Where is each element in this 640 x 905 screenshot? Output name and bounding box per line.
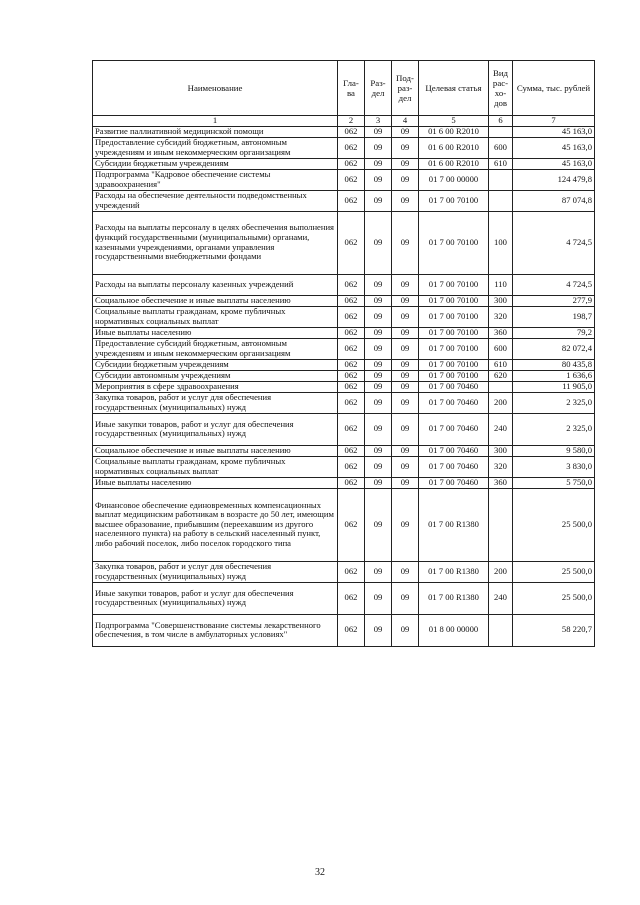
row-expense: 610 — [489, 359, 513, 370]
row-subsection: 09 — [392, 306, 419, 327]
row-subsection: 09 — [392, 190, 419, 211]
row-sum: 45 163,0 — [513, 126, 595, 137]
table-row — [93, 306, 595, 327]
row-chapter: 062 — [338, 158, 365, 169]
row-target: 01 8 00 00000 — [419, 614, 489, 646]
row-section: 09 — [365, 370, 392, 381]
row-subsection: 09 — [392, 327, 419, 338]
row-target: 01 7 00 70460 — [419, 445, 489, 456]
row-section: 09 — [365, 359, 392, 370]
table-row — [93, 158, 595, 169]
table-row — [93, 370, 595, 381]
row-chapter: 062 — [338, 445, 365, 456]
row-sum: 25 500,0 — [513, 582, 595, 614]
row-subsection: 09 — [392, 582, 419, 614]
header-name: Наименование — [93, 61, 338, 116]
row-expense: 240 — [489, 582, 513, 614]
row-sum: 25 500,0 — [513, 488, 595, 561]
table-row — [93, 381, 595, 392]
row-name: Иные выплаты населению — [93, 327, 338, 338]
table-row — [93, 295, 595, 306]
row-expense — [489, 488, 513, 561]
row-subsection: 09 — [392, 381, 419, 392]
row-section: 09 — [365, 561, 392, 582]
table-row — [93, 413, 595, 445]
row-subsection: 09 — [392, 456, 419, 477]
row-subsection: 09 — [392, 137, 419, 158]
row-expense — [489, 169, 513, 190]
row-sum: 277,9 — [513, 295, 595, 306]
row-expense — [489, 614, 513, 646]
row-expense: 320 — [489, 456, 513, 477]
column-number: 6 — [489, 116, 513, 127]
row-name: Предоставление субсидий бюджетным, автономным учреждениям и иным некоммерческим организациям — [93, 137, 338, 158]
row-sum: 3 830,0 — [513, 456, 595, 477]
table-row — [93, 488, 595, 561]
row-sum: 82 072,4 — [513, 338, 595, 359]
row-chapter: 062 — [338, 488, 365, 561]
row-name: Закупка товаров, работ и услуг для обеспечения государственных (муниципальных) нужд — [93, 561, 338, 582]
row-section: 09 — [365, 190, 392, 211]
row-chapter: 062 — [338, 306, 365, 327]
row-section: 09 — [365, 137, 392, 158]
table-row — [93, 456, 595, 477]
row-target: 01 7 00 70100 — [419, 211, 489, 274]
column-number: 3 — [365, 116, 392, 127]
row-section: 09 — [365, 392, 392, 413]
row-expense: 240 — [489, 413, 513, 445]
row-subsection: 09 — [392, 488, 419, 561]
row-name: Иные закупки товаров, работ и услуг для обеспечения государственных (муниципальных) нужд — [93, 413, 338, 445]
row-chapter: 062 — [338, 274, 365, 295]
row-section: 09 — [365, 211, 392, 274]
table-row — [93, 477, 595, 488]
row-sum: 124 479,8 — [513, 169, 595, 190]
row-sum: 2 325,0 — [513, 413, 595, 445]
row-chapter: 062 — [338, 456, 365, 477]
row-name: Субсидии бюджетным учреждениям — [93, 158, 338, 169]
row-expense: 620 — [489, 370, 513, 381]
row-sum: 58 220,7 — [513, 614, 595, 646]
row-target: 01 7 00 70460 — [419, 392, 489, 413]
column-number: 4 — [392, 116, 419, 127]
row-name: Закупка товаров, работ и услуг для обеспечения государственных (муниципальных) нужд — [93, 392, 338, 413]
header-chapter: Гла-ва — [338, 61, 365, 116]
row-sum: 45 163,0 — [513, 137, 595, 158]
row-subsection: 09 — [392, 158, 419, 169]
row-sum: 1 636,6 — [513, 370, 595, 381]
row-chapter: 062 — [338, 190, 365, 211]
row-subsection: 09 — [392, 338, 419, 359]
row-target: 01 6 00 R2010 — [419, 126, 489, 137]
row-chapter: 062 — [338, 137, 365, 158]
page-number: 32 — [315, 867, 325, 878]
row-name: Мероприятия в сфере здравоохранения — [93, 381, 338, 392]
row-sum: 9 580,0 — [513, 445, 595, 456]
table-row — [93, 211, 595, 274]
row-name: Подпрограмма "Совершенствование системы лекарственного обеспечения, в том числе в амбулаторных условиях" — [93, 614, 338, 646]
row-subsection: 09 — [392, 169, 419, 190]
header-row — [93, 61, 595, 116]
row-target: 01 7 00 70100 — [419, 359, 489, 370]
row-section: 09 — [365, 338, 392, 359]
header-subsection: Под-раз-дел — [392, 61, 419, 116]
row-name: Социальные выплаты гражданам, кроме публичных нормативных социальных выплат — [93, 456, 338, 477]
row-target: 01 6 00 R2010 — [419, 158, 489, 169]
table-row — [93, 359, 595, 370]
row-section: 09 — [365, 614, 392, 646]
row-expense: 360 — [489, 477, 513, 488]
row-section: 09 — [365, 327, 392, 338]
row-section: 09 — [365, 274, 392, 295]
row-section: 09 — [365, 477, 392, 488]
row-subsection: 09 — [392, 445, 419, 456]
row-sum: 198,7 — [513, 306, 595, 327]
row-chapter: 062 — [338, 381, 365, 392]
table-row — [93, 126, 595, 137]
row-expense: 300 — [489, 445, 513, 456]
row-expense — [489, 381, 513, 392]
row-target: 01 7 00 R1380 — [419, 488, 489, 561]
row-expense: 610 — [489, 158, 513, 169]
row-target: 01 7 00 R1380 — [419, 561, 489, 582]
row-chapter: 062 — [338, 211, 365, 274]
table-row — [93, 582, 595, 614]
row-sum: 80 435,8 — [513, 359, 595, 370]
row-chapter: 062 — [338, 561, 365, 582]
row-target: 01 7 00 00000 — [419, 169, 489, 190]
table-row — [93, 445, 595, 456]
column-number: 1 — [93, 116, 338, 127]
header-sum: Сумма, тыс. рублей — [513, 61, 595, 116]
row-section: 09 — [365, 295, 392, 306]
row-section: 09 — [365, 488, 392, 561]
row-name: Финансовое обеспечение единовременных компенсационных выплат медицинским работникам в возрасте до 50 лет, имеющим высшее образование, прибывшим (переехавшим из другого населенного пункта) на работу в сельский населенный пункт, либо рабочий поселок, либо поселок городского типа — [93, 488, 338, 561]
row-target: 01 7 00 70100 — [419, 370, 489, 381]
row-target: 01 7 00 70100 — [419, 327, 489, 338]
row-expense: 600 — [489, 137, 513, 158]
table-row — [93, 327, 595, 338]
row-name: Предоставление субсидий бюджетным, автономным учреждениям и иным некоммерческим организациям — [93, 338, 338, 359]
row-chapter: 062 — [338, 327, 365, 338]
row-target: 01 7 00 70460 — [419, 477, 489, 488]
table-row — [93, 169, 595, 190]
row-subsection: 09 — [392, 477, 419, 488]
row-chapter: 062 — [338, 614, 365, 646]
row-expense: 100 — [489, 211, 513, 274]
row-name: Расходы на выплаты персоналу в целях обеспечения выполнения функций государственными (муниципальными) органами, казенными учреждениями, органами управления государственными внебюджетными фондами — [93, 211, 338, 274]
row-subsection: 09 — [392, 614, 419, 646]
row-expense: 110 — [489, 274, 513, 295]
row-name: Подпрограмма "Кадровое обеспечение системы здравоохранения" — [93, 169, 338, 190]
table-row — [93, 190, 595, 211]
row-sum: 25 500,0 — [513, 561, 595, 582]
table-row — [93, 137, 595, 158]
row-sum: 87 074,8 — [513, 190, 595, 211]
row-expense: 200 — [489, 561, 513, 582]
table-row — [93, 561, 595, 582]
row-subsection: 09 — [392, 295, 419, 306]
row-target: 01 6 00 R2010 — [419, 137, 489, 158]
row-name: Расходы на обеспечение деятельности подведомственных учреждений — [93, 190, 338, 211]
row-chapter: 062 — [338, 477, 365, 488]
column-number: 7 — [513, 116, 595, 127]
row-subsection: 09 — [392, 392, 419, 413]
row-target: 01 7 00 70100 — [419, 295, 489, 306]
row-subsection: 09 — [392, 359, 419, 370]
table-row — [93, 614, 595, 646]
row-chapter: 062 — [338, 169, 365, 190]
column-number: 5 — [419, 116, 489, 127]
row-name: Субсидии бюджетным учреждениям — [93, 359, 338, 370]
row-subsection: 09 — [392, 370, 419, 381]
row-target: 01 7 00 70460 — [419, 456, 489, 477]
row-expense: 320 — [489, 306, 513, 327]
row-chapter: 062 — [338, 359, 365, 370]
row-expense — [489, 126, 513, 137]
table-row — [93, 392, 595, 413]
row-expense — [489, 190, 513, 211]
row-section: 09 — [365, 306, 392, 327]
row-target: 01 7 00 70460 — [419, 413, 489, 445]
row-expense: 300 — [489, 295, 513, 306]
row-section: 09 — [365, 456, 392, 477]
table-row — [93, 338, 595, 359]
row-target: 01 7 00 70100 — [419, 338, 489, 359]
row-section: 09 — [365, 445, 392, 456]
row-target: 01 7 00 R1380 — [419, 582, 489, 614]
row-target: 01 7 00 70100 — [419, 306, 489, 327]
row-section: 09 — [365, 158, 392, 169]
row-chapter: 062 — [338, 413, 365, 445]
row-sum: 4 724,5 — [513, 211, 595, 274]
row-subsection: 09 — [392, 126, 419, 137]
column-number: 2 — [338, 116, 365, 127]
row-section: 09 — [365, 413, 392, 445]
row-subsection: 09 — [392, 413, 419, 445]
row-sum: 45 163,0 — [513, 158, 595, 169]
row-target: 01 7 00 70460 — [419, 381, 489, 392]
row-name: Расходы на выплаты персоналу казенных учреждений — [93, 274, 338, 295]
row-expense: 200 — [489, 392, 513, 413]
row-name: Субсидии автономным учреждениям — [93, 370, 338, 381]
row-name: Иные выплаты населению — [93, 477, 338, 488]
row-section: 09 — [365, 381, 392, 392]
row-section: 09 — [365, 126, 392, 137]
row-target: 01 7 00 70100 — [419, 190, 489, 211]
row-subsection: 09 — [392, 561, 419, 582]
row-chapter: 062 — [338, 392, 365, 413]
row-sum: 2 325,0 — [513, 392, 595, 413]
row-chapter: 062 — [338, 338, 365, 359]
table-row — [93, 274, 595, 295]
row-sum: 11 905,0 — [513, 381, 595, 392]
row-chapter: 062 — [338, 295, 365, 306]
row-sum: 79,2 — [513, 327, 595, 338]
row-name: Иные закупки товаров, работ и услуг для обеспечения государственных (муниципальных) нужд — [93, 582, 338, 614]
row-name: Социальное обеспечение и иные выплаты населению — [93, 445, 338, 456]
row-chapter: 062 — [338, 126, 365, 137]
row-expense: 360 — [489, 327, 513, 338]
row-section: 09 — [365, 582, 392, 614]
row-name: Социальное обеспечение и иные выплаты населению — [93, 295, 338, 306]
row-subsection: 09 — [392, 274, 419, 295]
row-target: 01 7 00 70100 — [419, 274, 489, 295]
row-section: 09 — [365, 169, 392, 190]
budget-table — [92, 60, 595, 647]
row-sum: 5 750,0 — [513, 477, 595, 488]
row-subsection: 09 — [392, 211, 419, 274]
row-expense: 600 — [489, 338, 513, 359]
row-chapter: 062 — [338, 370, 365, 381]
row-sum: 4 724,5 — [513, 274, 595, 295]
header-target: Целевая статья — [419, 61, 489, 116]
row-chapter: 062 — [338, 582, 365, 614]
row-name: Развитие паллиативной медицинской помощи — [93, 126, 338, 137]
column-number-row — [93, 116, 595, 127]
row-name: Социальные выплаты гражданам, кроме публичных нормативных социальных выплат — [93, 306, 338, 327]
header-expense: Вид рас-хо-дов — [489, 61, 513, 116]
header-section: Раз-дел — [365, 61, 392, 116]
